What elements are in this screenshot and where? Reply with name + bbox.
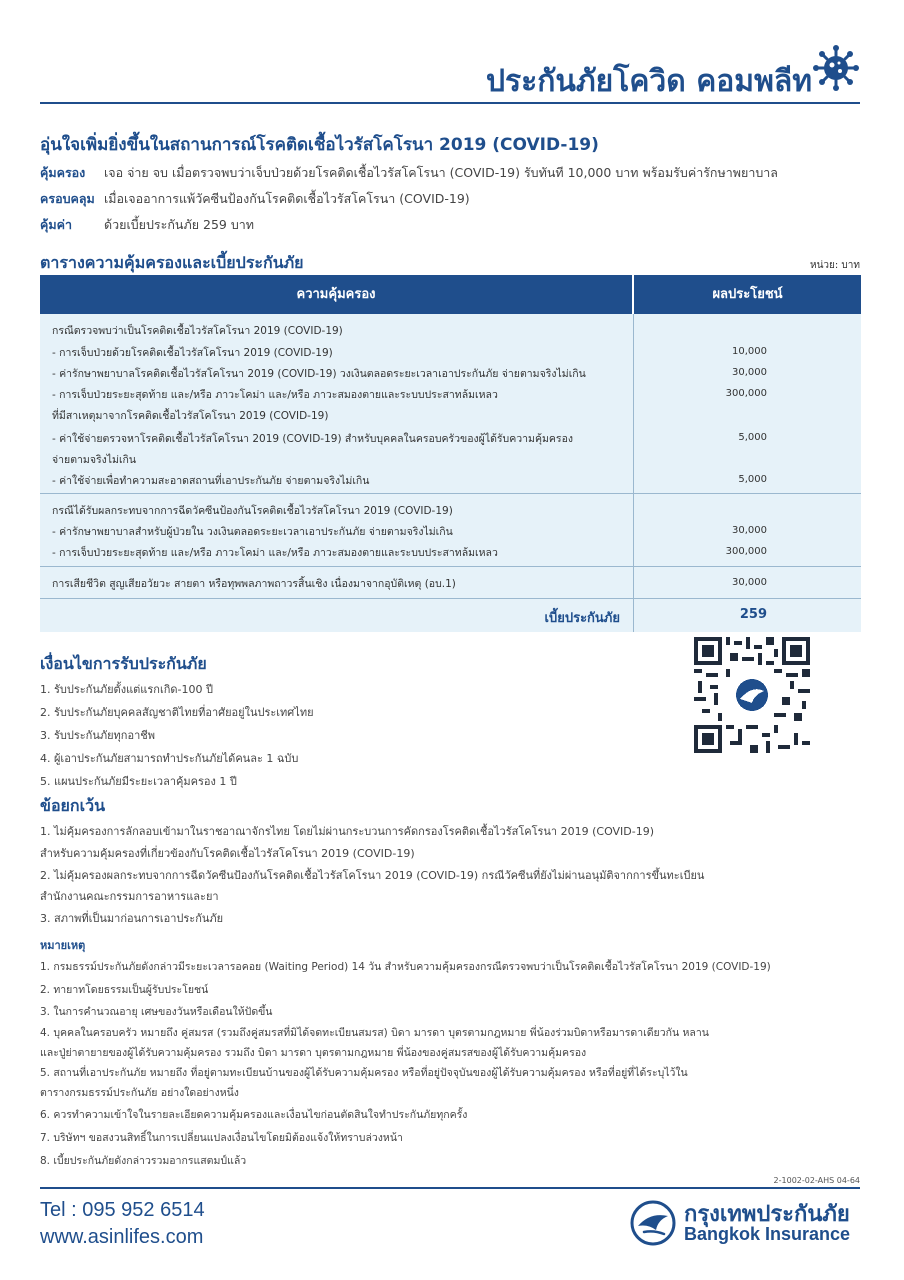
summary-value — [40, 215, 254, 235]
summary-scope — [40, 189, 470, 209]
table-value: 300,000 — [725, 546, 767, 557]
table-row: - ค่าใช้จ่ายตรวจหาโรคติดเชื้อไวรัสโคโรนา 2019 (COVID-19) สำหรับบุคคลในครอบครัวของผู้ได้รับความคุ้มครอง — [52, 433, 574, 445]
condition-item: 1. รับประกันภัยตั้งแต่แรกเกิด-100 ปี — [40, 683, 213, 696]
note-line: 6. ควรทำความเข้าใจในรายละเอียดความคุ้มครองและเงื่อนไขก่อนตัดสินใจทำประกันภัยทุกครั้ง — [40, 1109, 468, 1121]
table-value: 30,000 — [732, 525, 767, 536]
table-row: - ค่ารักษาพยาบาลสำหรับผู้ป่วยใน วงเงินตลอดระยะเวลาเอาประกันภัย จ่ายตามจริงไม่เกิน — [52, 526, 453, 538]
note-line: 8. เบี้ยประกันภัยดังกล่าวรวมอากรแสตมป์แล้ว — [40, 1155, 247, 1167]
column-divider — [633, 314, 634, 632]
note-line: 7. บริษัทฯ ขอสงวนสิทธิ์ในการเปลี่ยนแปลงเงื่อนไขโดยมิต้องแจ้งให้ทราบล่วงหน้า — [40, 1132, 403, 1144]
row-divider — [40, 493, 861, 494]
table-value: 5,000 — [738, 432, 767, 443]
premium-value: 259 — [739, 607, 767, 622]
note-line: 3. ในการคำนวณอายุ เศษของวันหรือเดือนให้ปัดขึ้น — [40, 1006, 273, 1018]
table-row: - การเจ็บป่วยด้วยโรคติดเชื้อไวรัสโคโรนา 2019 (COVID-19) — [52, 347, 333, 359]
bird-logo-icon — [630, 1200, 676, 1246]
virus-icon — [812, 44, 860, 92]
row-divider — [40, 566, 861, 567]
condition-item: 3. รับประกันภัยทุกอาชีพ — [40, 729, 155, 742]
table-value: 300,000 — [725, 388, 767, 399]
note-line: ตารางกรมธรรม์ประกันภัย อย่างใดอย่างหนึ่ง — [40, 1087, 239, 1099]
exclusion-line: สำหรับความคุ้มครองที่เกี่ยวข้องกับโรคติดเชื้อไวรัสโคโรนา 2019 (COVID-19) — [40, 847, 415, 860]
brand-name-thai: กรุงเทพประกันภัย — [684, 1202, 850, 1227]
summary-text: ด้วยเบี้ยประกันภัย 259 บาท — [104, 217, 255, 232]
exclusions-title: ข้อยกเว้น — [40, 796, 105, 815]
row-divider — [40, 598, 861, 599]
table-row: - การเจ็บป่วยระยะสุดท้าย และ/หรือ ภาวะโคม่า และ/หรือ ภาวะสมองตายและระบบประสาทล้มเหลว — [52, 389, 498, 401]
table-value: 30,000 — [732, 577, 767, 588]
exclusion-line: 3. สภาพที่เป็นมาก่อนการเอาประกันภัย — [40, 912, 224, 925]
table-row: กรณีได้รับผลกระทบจากการฉีดวัคซีนป้องกันโรคติดเชื้อไวรัสโคโรนา 2019 (COVID-19) — [52, 505, 453, 517]
table-row: กรณีตรวจพบว่าเป็นโรคติดเชื้อไวรัสโคโรนา 2019 (COVID-19) — [52, 325, 343, 337]
summary-text: เมื่อเจออาการแพ้วัคซีนป้องกันโรคติดเชื้อไวรัสโคโรนา (COVID-19) — [104, 191, 470, 206]
qr-code-icon[interactable] — [694, 637, 810, 753]
table-value: 5,000 — [738, 474, 767, 485]
condition-item: 5. แผนประกันภัยมีระยะเวลาคุ้มครอง 1 ปี — [40, 775, 237, 788]
document-code: 2-1002-02-AHS 04-64 — [773, 1176, 860, 1185]
exclusion-line: สำนักงานคณะกรรมการอาหารและยา — [40, 890, 219, 903]
page-title: ประกันภัยโควิด คอมพลีท — [485, 64, 812, 99]
note-line: 4. บุคคลในครอบครัว หมายถึง คู่สมรส (รวมถึงคู่สมรสที่มิได้จดทะเบียนสมรส) บิดา มารดา บุตรตามกฎหมาย พี่น้องร่วมบิดาหรือมารดาเดียวกัน หลาน — [40, 1027, 709, 1039]
premium-label: เบี้ยประกันภัย — [544, 611, 620, 626]
table-row: - ค่ารักษาพยาบาลโรคติดเชื้อไวรัสโคโรนา 2019 (COVID-19) วงเงินตลอดระยะเวลาเอาประกันภัย จ่ายตามจริงไม่เกิน — [52, 368, 586, 380]
note-line: และปู่ย่าตายายของผู้ได้รับความคุ้มครอง รวมถึง บิดา มารดา บุตรตามกฎหมาย พี่น้องของคู่สมรสของผู้ได้รับความคุ้มครอง — [40, 1047, 587, 1059]
exclusion-line: 1. ไม่คุ้มครองการลักลอบเข้ามาในราชอาณาจักรไทย โดยไม่ผ่านกระบวนการคัดกรองโรคติดเชื้อไวรัสโคโรนา 2019 (COVID-19) — [40, 825, 655, 838]
summary-coverage — [40, 163, 778, 183]
summary-label: คุ้มครอง — [40, 165, 86, 180]
note-line: 5. สถานที่เอาประกันภัย หมายถึง ที่อยู่ตามทะเบียนบ้านของผู้ได้รับความคุ้มครอง หรือที่อยู่ปัจจุบันของผู้ได้รับความคุ้มครอง หรือที่อยู่ที่ได้ระบุไว้ใน — [40, 1067, 688, 1079]
summary-text: เจอ จ่าย จบ เมื่อตรวจพบว่าเจ็บป่วยด้วยโรคติดเชื้อไวรัสโคโรนา (COVID-19) รับทันที 10,000 บาท พร้อมรับค่ารักษาพยาบาล — [104, 165, 778, 180]
unit-label: หน่วย: บาท — [809, 260, 860, 271]
contact-website[interactable]: www.asinlifes.com — [40, 1226, 204, 1248]
table-value: 10,000 — [732, 346, 767, 357]
notes-title: หมายเหตุ — [40, 939, 86, 952]
header-divider — [40, 102, 860, 104]
conditions-title: เงื่อนไขการรับประกันภัย — [40, 654, 207, 673]
column-header-benefit: ผลประโยชน์ — [712, 287, 783, 302]
brand-name-english: Bangkok Insurance — [684, 1224, 851, 1244]
condition-item: 2. รับประกันภัยบุคคลสัญชาติไทยที่อาศัยอยู่ในประเทศไทย — [40, 706, 314, 719]
table-title: ตารางความคุ้มครองและเบี้ยประกันภัย — [40, 253, 304, 272]
summary-label: ครอบคลุม — [40, 191, 95, 206]
table-row: การเสียชีวิต สูญเสียอวัยวะ สายตา หรือทุพพลภาพถาวรสิ้นเชิง เนื่องมาจากอุบัติเหตุ (อบ.1) — [52, 578, 456, 590]
coverage-table — [40, 275, 861, 632]
summary-label: คุ้มค่า — [40, 217, 72, 232]
column-header-coverage: ความคุ้มครอง — [40, 275, 634, 314]
table-header — [40, 275, 861, 314]
footer-divider — [40, 1187, 860, 1189]
table-row: - การเจ็บป่วยระยะสุดท้าย และ/หรือ ภาวะโคม่า และ/หรือ ภาวะสมองตายและระบบประสาทล้มเหลว — [52, 547, 498, 559]
table-row: - ค่าใช้จ่ายเพื่อทำความสะอาดสถานที่เอาประกันภัย จ่ายตามจริงไม่เกิน — [52, 475, 370, 487]
table-row: ที่มีสาเหตุมาจากโรคติดเชื้อไวรัสโคโรนา 2019 (COVID-19) — [52, 410, 329, 422]
condition-item: 4. ผู้เอาประกันภัยสามารถทำประกันภัยได้คนละ 1 ฉบับ — [40, 752, 299, 765]
exclusion-line: 2. ไม่คุ้มครองผลกระทบจากการฉีดวัคซีนป้องกันโรคติดเชื้อไวรัสโคโรนา 2019 (COVID-19) กรณีวัคซีนที่ยังไม่ผ่านอนุมัติจากการขึ้นทะเบียน — [40, 869, 705, 882]
headline: อุ่นใจเพิ่มยิ่งขึ้นในสถานการณ์โรคติดเชื้อไวรัสโคโรนา 2019 (COVID-19) — [40, 135, 599, 155]
note-line: 1. กรมธรรม์ประกันภัยดังกล่าวมีระยะเวลารอคอย (Waiting Period) 14 วัน สำหรับความคุ้มครองกรณีตรวจพบว่าเป็นโรคติดเชื้อไวรัสโคโรนา 2019 (COVID-19) — [40, 961, 771, 973]
table-row: จ่ายตามจริงไม่เกิน — [52, 454, 137, 466]
table-value: 30,000 — [732, 367, 767, 378]
contact-phone[interactable]: Tel : 095 952 6514 — [40, 1199, 205, 1221]
note-line: 2. ทายาทโดยธรรมเป็นผู้รับประโยชน์ — [40, 984, 209, 996]
